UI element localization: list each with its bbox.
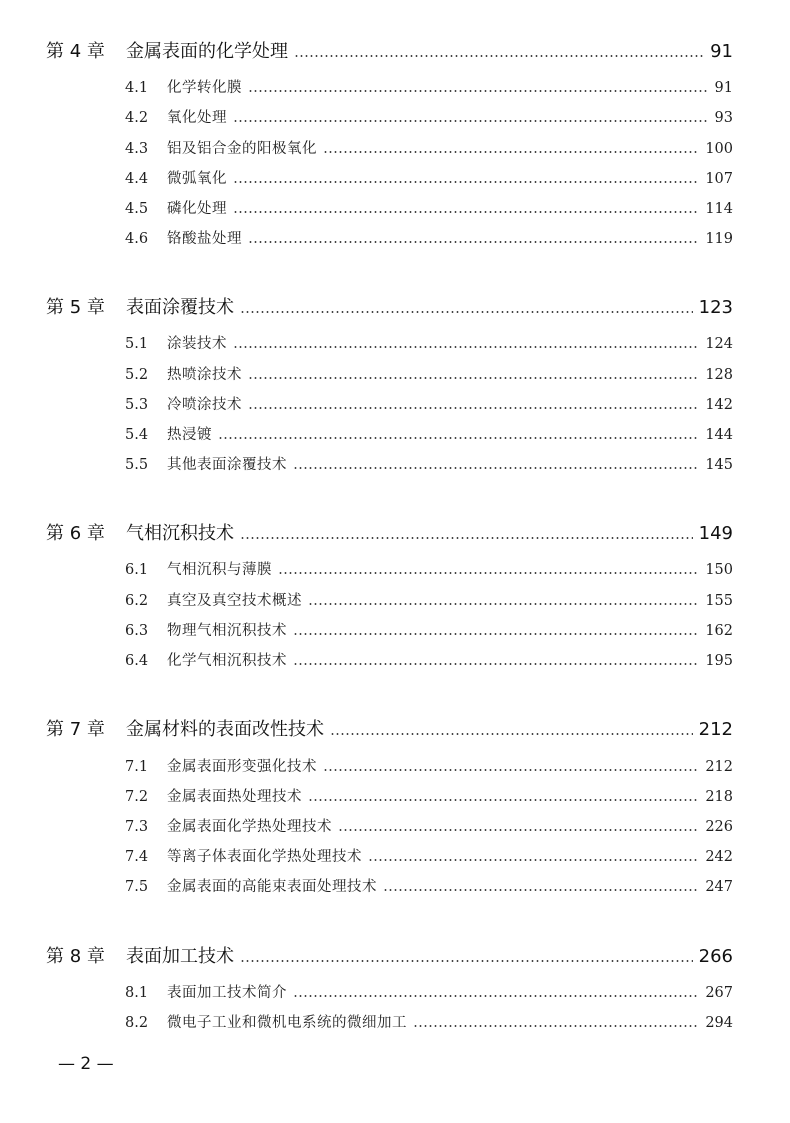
dot-leader bbox=[368, 859, 699, 861]
dot-leader bbox=[248, 241, 699, 243]
dot-leader bbox=[294, 55, 704, 57]
section-number: 4.3 bbox=[125, 141, 149, 157]
section-entry bbox=[125, 589, 733, 613]
dot-leader bbox=[240, 311, 693, 313]
chapter-number: 第 8 章 bbox=[46, 946, 105, 967]
section-title: 金属表面的高能束表面处理技术 bbox=[167, 879, 377, 895]
section-entry bbox=[125, 137, 733, 161]
chapter-title: 表面加工技术 bbox=[126, 946, 234, 967]
section-title: 铬酸盐处理 bbox=[167, 231, 242, 247]
dot-leader bbox=[308, 799, 699, 801]
section-number: 6.2 bbox=[125, 593, 149, 609]
section-page: 212 bbox=[705, 759, 733, 775]
section-number: 5.4 bbox=[125, 427, 149, 443]
dot-leader bbox=[383, 889, 699, 891]
section-entry bbox=[125, 1011, 733, 1035]
dot-leader bbox=[323, 769, 699, 771]
section-entry bbox=[125, 755, 733, 779]
section-title: 涂装技术 bbox=[167, 336, 227, 352]
section-number: 5.2 bbox=[125, 367, 149, 383]
section-title: 等离子体表面化学热处理技术 bbox=[167, 849, 362, 865]
section-number: 6.3 bbox=[125, 623, 149, 639]
dot-leader bbox=[323, 151, 699, 153]
section-page: 218 bbox=[705, 789, 733, 805]
section-entry bbox=[125, 423, 733, 447]
section-entry bbox=[125, 393, 733, 417]
section-number: 6.1 bbox=[125, 562, 149, 578]
section-title: 磷化处理 bbox=[167, 201, 227, 217]
section-entry bbox=[125, 332, 733, 356]
dot-leader bbox=[233, 211, 699, 213]
section-title: 微弧氧化 bbox=[167, 171, 227, 187]
chapter-6-entry bbox=[46, 519, 733, 549]
section-page: 124 bbox=[705, 336, 733, 352]
dot-leader bbox=[240, 537, 693, 539]
dot-leader bbox=[278, 572, 699, 574]
dot-leader bbox=[293, 633, 699, 635]
dot-leader bbox=[330, 733, 693, 735]
section-number: 4.5 bbox=[125, 201, 149, 217]
section-title: 表面加工技术简介 bbox=[167, 985, 287, 1001]
section-page: 119 bbox=[705, 231, 733, 247]
chapter-number: 第 6 章 bbox=[46, 523, 105, 544]
dot-leader bbox=[218, 437, 699, 439]
section-title: 其他表面涂覆技术 bbox=[167, 457, 287, 473]
section-page: 294 bbox=[705, 1015, 733, 1031]
section-page: 114 bbox=[705, 201, 733, 217]
section-page: 162 bbox=[705, 623, 733, 639]
dot-leader bbox=[248, 90, 709, 92]
section-title: 热浸镀 bbox=[167, 427, 212, 443]
section-number: 5.3 bbox=[125, 397, 149, 413]
section-entry bbox=[125, 227, 733, 251]
section-entry bbox=[125, 363, 733, 387]
section-title: 气相沉积与薄膜 bbox=[167, 562, 272, 578]
section-number: 4.2 bbox=[125, 110, 149, 126]
section-number: 8.2 bbox=[125, 1015, 149, 1031]
section-title: 微电子工业和微机电系统的微细加工 bbox=[167, 1015, 407, 1031]
dot-leader bbox=[248, 377, 699, 379]
section-entry bbox=[125, 845, 733, 869]
section-page: 93 bbox=[714, 110, 733, 126]
section-entry bbox=[125, 785, 733, 809]
section-title: 铝及铝合金的阳极氧化 bbox=[167, 141, 317, 157]
section-number: 4.6 bbox=[125, 231, 149, 247]
section-page: 195 bbox=[705, 653, 733, 669]
section-page: 145 bbox=[705, 457, 733, 473]
section-title: 化学转化膜 bbox=[167, 80, 242, 96]
section-number: 5.5 bbox=[125, 457, 149, 473]
chapter-number: 第 7 章 bbox=[46, 719, 105, 740]
section-number: 6.4 bbox=[125, 653, 149, 669]
chapter-title: 气相沉积技术 bbox=[126, 523, 234, 544]
section-number: 7.5 bbox=[125, 879, 149, 895]
section-entry bbox=[125, 649, 733, 673]
section-title: 物理气相沉积技术 bbox=[167, 623, 287, 639]
section-title: 金属表面化学热处理技术 bbox=[167, 819, 332, 835]
section-number: 8.1 bbox=[125, 985, 149, 1001]
section-title: 化学气相沉积技术 bbox=[167, 653, 287, 669]
dot-leader bbox=[248, 407, 699, 409]
section-entry bbox=[125, 981, 733, 1005]
dot-leader bbox=[293, 995, 699, 997]
dot-leader bbox=[413, 1025, 699, 1027]
dot-leader bbox=[240, 960, 693, 962]
section-page: 107 bbox=[705, 171, 733, 187]
page-number: — 2 — bbox=[58, 1054, 114, 1074]
chapter-title: 金属表面的化学处理 bbox=[126, 41, 288, 62]
dot-leader bbox=[293, 663, 699, 665]
section-page: 128 bbox=[705, 367, 733, 383]
section-page: 242 bbox=[705, 849, 733, 865]
section-page: 144 bbox=[705, 427, 733, 443]
section-title: 金属表面形变强化技术 bbox=[167, 759, 317, 775]
section-entry bbox=[125, 558, 733, 582]
section-title: 氧化处理 bbox=[167, 110, 227, 126]
chapter-title: 金属材料的表面改性技术 bbox=[126, 719, 324, 740]
section-page: 267 bbox=[705, 985, 733, 1001]
section-number: 4.4 bbox=[125, 171, 149, 187]
section-entry bbox=[125, 76, 733, 100]
dot-leader bbox=[233, 120, 709, 122]
section-entry bbox=[125, 619, 733, 643]
section-page: 155 bbox=[705, 593, 733, 609]
chapter-8-entry bbox=[46, 942, 733, 972]
chapter-number: 第 5 章 bbox=[46, 297, 105, 318]
dot-leader bbox=[233, 181, 699, 183]
section-entry bbox=[125, 197, 733, 221]
section-entry bbox=[125, 106, 733, 130]
dot-leader bbox=[233, 346, 699, 348]
dot-leader bbox=[338, 829, 699, 831]
chapter-5-entry bbox=[46, 293, 733, 323]
chapter-page: 123 bbox=[698, 297, 733, 318]
section-page: 91 bbox=[714, 80, 733, 96]
section-title: 真空及真空技术概述 bbox=[167, 593, 302, 609]
chapter-title: 表面涂覆技术 bbox=[126, 297, 234, 318]
chapter-page: 149 bbox=[698, 523, 733, 544]
chapter-4-entry bbox=[46, 37, 733, 67]
section-entry bbox=[125, 875, 733, 899]
section-number: 7.4 bbox=[125, 849, 149, 865]
chapter-page: 266 bbox=[698, 946, 733, 967]
section-entry bbox=[125, 167, 733, 191]
section-page: 150 bbox=[705, 562, 733, 578]
chapter-page: 91 bbox=[710, 41, 733, 62]
chapter-7-entry bbox=[46, 715, 733, 745]
section-title: 金属表面热处理技术 bbox=[167, 789, 302, 805]
chapter-number: 第 4 章 bbox=[46, 41, 105, 62]
dot-leader bbox=[293, 467, 699, 469]
section-page: 226 bbox=[705, 819, 733, 835]
section-page: 142 bbox=[705, 397, 733, 413]
section-page: 247 bbox=[705, 879, 733, 895]
section-number: 7.2 bbox=[125, 789, 149, 805]
section-page: 100 bbox=[705, 141, 733, 157]
section-number: 7.1 bbox=[125, 759, 149, 775]
section-entry bbox=[125, 815, 733, 839]
section-title: 冷喷涂技术 bbox=[167, 397, 242, 413]
section-entry bbox=[125, 453, 733, 477]
section-number: 7.3 bbox=[125, 819, 149, 835]
section-number: 4.1 bbox=[125, 80, 149, 96]
dot-leader bbox=[308, 603, 699, 605]
chapter-page: 212 bbox=[698, 719, 733, 740]
section-title: 热喷涂技术 bbox=[167, 367, 242, 383]
section-number: 5.1 bbox=[125, 336, 149, 352]
